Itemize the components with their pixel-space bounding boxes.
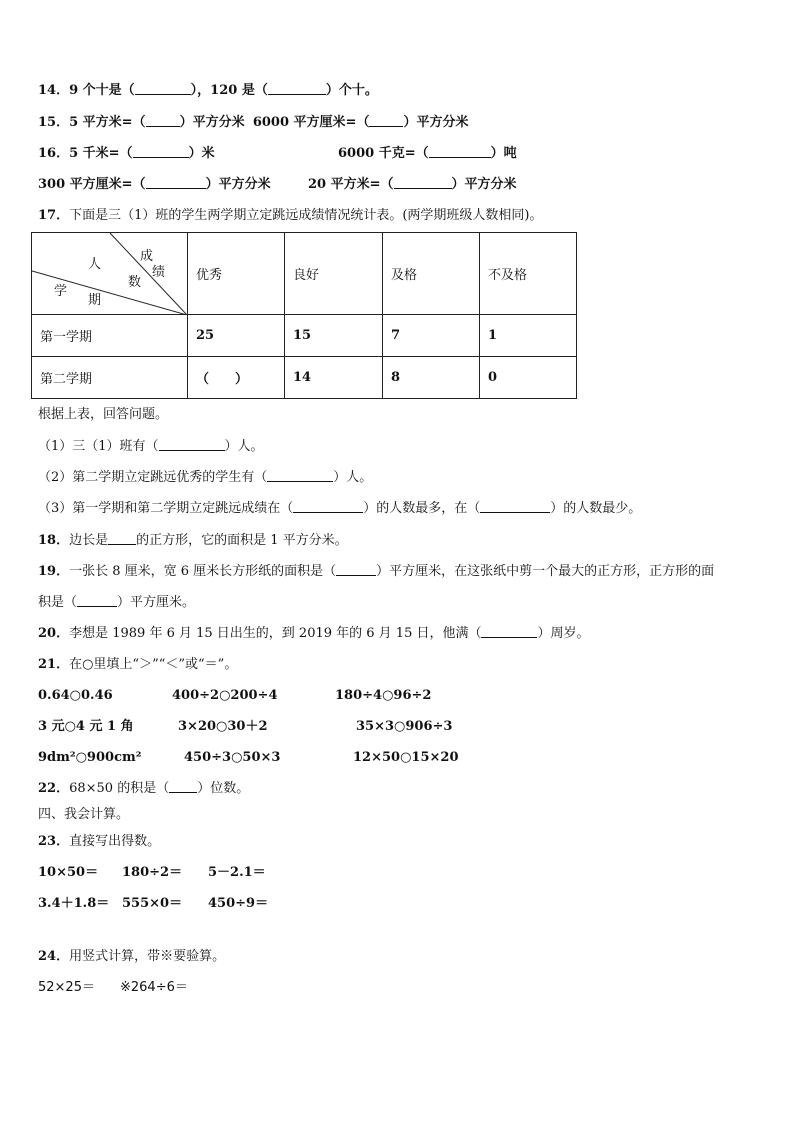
answer-blank[interactable]: [159, 438, 225, 451]
question-16: 16．5 千米=（ ）米: [38, 146, 215, 161]
table-cell: 25: [188, 315, 285, 357]
answer-blank[interactable]: [133, 145, 189, 158]
answer-blank[interactable]: [481, 625, 537, 638]
question-16-part2: 6000 千克=（ ）吨: [338, 146, 517, 161]
calc-item[interactable]: 555×0＝: [122, 896, 183, 911]
row-label: 第一学期: [32, 315, 188, 357]
compare-item[interactable]: 0.64○0.46: [38, 688, 113, 703]
compare-item[interactable]: 180÷4○96÷2: [335, 688, 432, 703]
table-header: 及格: [383, 233, 480, 315]
answer-blank[interactable]: [429, 145, 491, 158]
question-text: 下面是三（1）班的学生两学期立定跳远成绩情况统计表。(两学期班级人数相同)。: [69, 208, 543, 223]
corner-label-qi: 期: [88, 293, 102, 308]
compare-item[interactable]: 35×3○906÷3: [356, 719, 453, 734]
question-17: 17．下面是三（1）班的学生两学期立定跳远成绩情况统计表。(两学期班级人数相同)。: [38, 208, 543, 223]
answer-blank[interactable]: [480, 500, 550, 513]
table-header: 良好: [285, 233, 383, 315]
compare-item[interactable]: 9dm²○900cm²: [38, 750, 142, 765]
question-19: 19．一张长 8 厘米，宽 6 厘米长方形纸的面积是（ ）平方厘米，在这张纸中剪一个最大的正方形，正方形的面: [38, 564, 715, 579]
compare-item[interactable]: 450÷3○50×3: [184, 750, 281, 765]
question-17-sub3: （3）第一学期和第二学期立定跳远成绩在（ ）的人数最多，在（ ）的人数最少。: [38, 501, 642, 516]
table-row: [32, 315, 577, 357]
table-header-row: [32, 233, 577, 315]
compare-item[interactable]: 3 元○4 元 1 角: [38, 719, 134, 734]
question-24: 24．用竖式计算，带※要验算。: [38, 949, 226, 964]
corner-label-xue: 学: [54, 284, 68, 299]
table-cell: 8: [383, 357, 480, 399]
answer-blank[interactable]: [394, 176, 452, 189]
answer-blank[interactable]: [293, 500, 363, 513]
table-cell: 1: [480, 315, 577, 357]
table-cell: 14: [285, 357, 383, 399]
table-cell-blank[interactable]: （ ）: [188, 357, 285, 399]
question-15: 15．5 平方米=（ ）平方分米 6000 平方厘米=（ ）平方分米: [38, 115, 469, 130]
question-19-cont: 积是（ ）平方厘米。: [38, 595, 196, 610]
calc-item[interactable]: 5－2.1＝: [208, 865, 266, 880]
table-header: 优秀: [188, 233, 285, 315]
question-21: 21．在○里填上“＞”“＜”或“＝”。: [38, 657, 238, 672]
answer-blank[interactable]: [108, 532, 136, 545]
question-20: 20．李想是 1989 年 6 月 15 日出生的，到 2019 年的 6 月 15 日，他满（ ）周岁。: [38, 626, 590, 641]
answer-blank[interactable]: [146, 176, 206, 189]
corner-label-cheng: 成: [140, 249, 154, 264]
question-16-row2: 300 平方厘米=（ ）平方分米: [38, 177, 271, 192]
calc-item[interactable]: 180÷2＝: [122, 865, 183, 880]
answer-blank[interactable]: [267, 469, 333, 482]
corner-label-shu: 数: [128, 275, 142, 290]
table-cell: 15: [285, 315, 383, 357]
table-row: [32, 357, 577, 399]
diagonal-header-cell: [32, 233, 188, 315]
answer-blank[interactable]: [77, 594, 117, 607]
question-17-sub2: （2）第二学期立定跳远优秀的学生有（ ）人。: [38, 470, 373, 485]
question-17-sub1: （1）三（1）班有（ ）人。: [38, 439, 264, 454]
vertical-calc-item[interactable]: ※264÷6＝: [120, 980, 188, 995]
calc-item[interactable]: 450÷9＝: [208, 896, 269, 911]
statistics-table: [31, 232, 577, 399]
answer-blank[interactable]: [336, 563, 376, 576]
table-header: 不及格: [480, 233, 577, 315]
compare-item[interactable]: 3×20○30＋2: [178, 719, 268, 734]
answer-blank[interactable]: [135, 82, 191, 95]
corner-label-ren: 人: [88, 257, 102, 272]
question-18: 18．边长是 的正方形，它的面积是 1 平方分米。: [38, 533, 348, 548]
answer-blank[interactable]: [146, 114, 180, 127]
question-number: 14．: [38, 83, 70, 98]
compare-item[interactable]: 12×50○15×20: [353, 750, 459, 765]
calc-item[interactable]: 3.4＋1.8＝: [38, 896, 110, 911]
table-cell: 7: [383, 315, 480, 357]
answer-blank[interactable]: [169, 780, 197, 793]
question-16-row2-part2: 20 平方米=（ ）平方分米: [308, 177, 517, 192]
row-label: 第二学期: [32, 357, 188, 399]
question-14: 14．9 个十是（ ），120 是（ ）个十。: [38, 83, 378, 98]
section-heading: 四、我会计算。: [38, 807, 130, 822]
answer-blank[interactable]: [369, 114, 403, 127]
vertical-calc-item[interactable]: 52×25＝: [38, 980, 95, 995]
question-23: 23．直接写出得数。: [38, 834, 161, 849]
compare-item[interactable]: 400÷2○200÷4: [172, 688, 278, 703]
question-17-prompt: 根据上表，回答问题。: [38, 407, 169, 422]
answer-blank[interactable]: [268, 82, 326, 95]
corner-label-ji: 绩: [152, 265, 166, 280]
calc-item[interactable]: 10×50＝: [38, 865, 99, 880]
question-22: 22．68×50 的积是（ ）位数。: [38, 781, 250, 796]
table-cell: 0: [480, 357, 577, 399]
